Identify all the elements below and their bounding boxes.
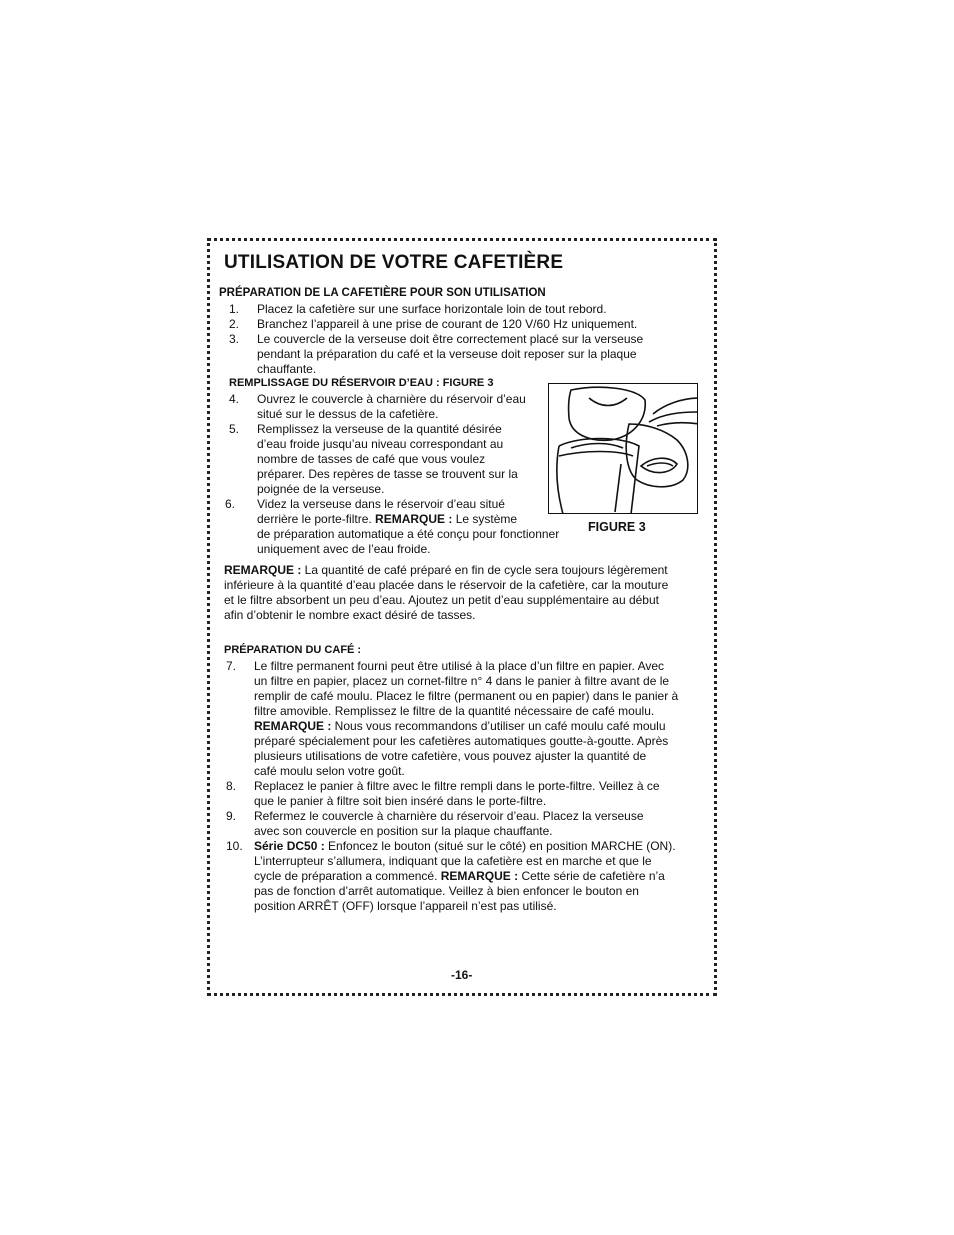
item-number: 10.: [226, 839, 243, 853]
list-item-10: Série DC50 : Enfoncez le bouton (situé sur le côté) en position MARCHE (ON). L’interrupteur s’allumera, indiquant que la cafetière est en marche et que le cycle de préparation a commencé. REMARQUE : Cette série de cafetière n’a pas de fonction d’arrêt automatique. Veillez à bien enfoncer le bouton en position ARRÊT (OFF) lorsque l’appareil n’est pas utilisé.: [254, 839, 676, 913]
coffee-maker-drawing: [549, 384, 698, 514]
page-number: -16-: [451, 968, 473, 982]
list-item-1: Placez la cafetière sur une surface horizontale loin de tout rebord.: [257, 302, 607, 316]
section-heading-reservoir: REMPLISSAGE DU RÉSERVOIR D’EAU : FIGURE 3: [229, 377, 494, 389]
item-number: 1.: [229, 302, 240, 316]
page-title: UTILISATION DE VOTRE CAFETIÈRE: [224, 252, 564, 273]
list-item-4: Ouvrez le couvercle à charnière du réservoir d’eau situé sur le dessus de la cafetière.: [257, 392, 526, 421]
list-item-9: Refermez le couvercle à charnière du réservoir d’eau. Placez la verseuse avec son couvercle en position sur la plaque chauffante.: [254, 809, 644, 838]
list-item-7: Le filtre permanent fourni peut être utilisé à la place d’un filtre en papier. Avec un filtre en papier, placez un cornet-filtre n° 4 dans le panier à filtre avant de le remplir de café moulu. Placez le filtre (permanent ou en papier) dans le panier à filtre amovible. Remplissez le filtre de la quantité nécessaire de café moulu. REMARQUE : Nous vous recommandons d’utiliser un café moulu café moulu préparé spécialement pour les cafetières automatiques goutte-à-goutte. Après plusieurs utilisations de votre cafetière, vous pouvez ajuster la quantité de café moulu selon votre goût.: [254, 659, 679, 778]
section-heading-preparation: PRÉPARATION DE LA CAFETIÈRE POUR SON UTILISATION: [219, 287, 546, 299]
item-number: 4.: [229, 392, 240, 406]
list-item-6: Videz la verseuse dans le réservoir d’eau situé derrière le porte-filtre. REMARQUE : Le système de préparation automatique a été conçu pour fonctionner uniquement avec de l’eau froide.: [257, 497, 560, 556]
item-number: 5.: [229, 422, 240, 436]
figure-caption: FIGURE 3: [588, 520, 646, 534]
list-item-8: Replacez le panier à filtre avec le filtre rempli dans le porte-filtre. Veillez à ce que le panier à filtre soit bien inséré dans le porte-filtre.: [254, 779, 660, 808]
figure-3-illustration: [548, 383, 698, 514]
item-number: 2.: [229, 317, 240, 331]
item-number: 9.: [226, 809, 237, 823]
list-item-5: Remplissez la verseuse de la quantité désirée d’eau froide jusqu’au niveau correspondant au nombre de tasses de café que vous voulez préparer. Des repères de tasse se trouvent sur la poignée de la verseuse.: [257, 422, 518, 496]
list-item-2: Branchez l’appareil à une prise de courant de 120 V/60 Hz uniquement.: [257, 317, 638, 331]
item-number: 7.: [226, 659, 237, 673]
item-number: 8.: [226, 779, 237, 793]
item-number: 6.: [225, 497, 236, 511]
note-paragraph: REMARQUE : La quantité de café préparé en fin de cycle sera toujours légèrement inférieure à la quantité d’eau placée dans le réservoir de la cafetière, car la mouture et le filtre absorbent un peu d’eau. Ajoutez un petit d’eau supplémentaire au début afin d’obtenir le nombre exact désiré de tasses.: [224, 563, 669, 622]
section-heading-cafe: PRÉPARATION DU CAFÉ :: [224, 644, 362, 656]
list-item-3: Le couvercle de la verseuse doit être correctement placé sur la verseuse pendant la préparation du café et la verseuse doit reposer sur la plaque chauffante.: [257, 332, 644, 376]
item-number: 3.: [229, 332, 240, 346]
